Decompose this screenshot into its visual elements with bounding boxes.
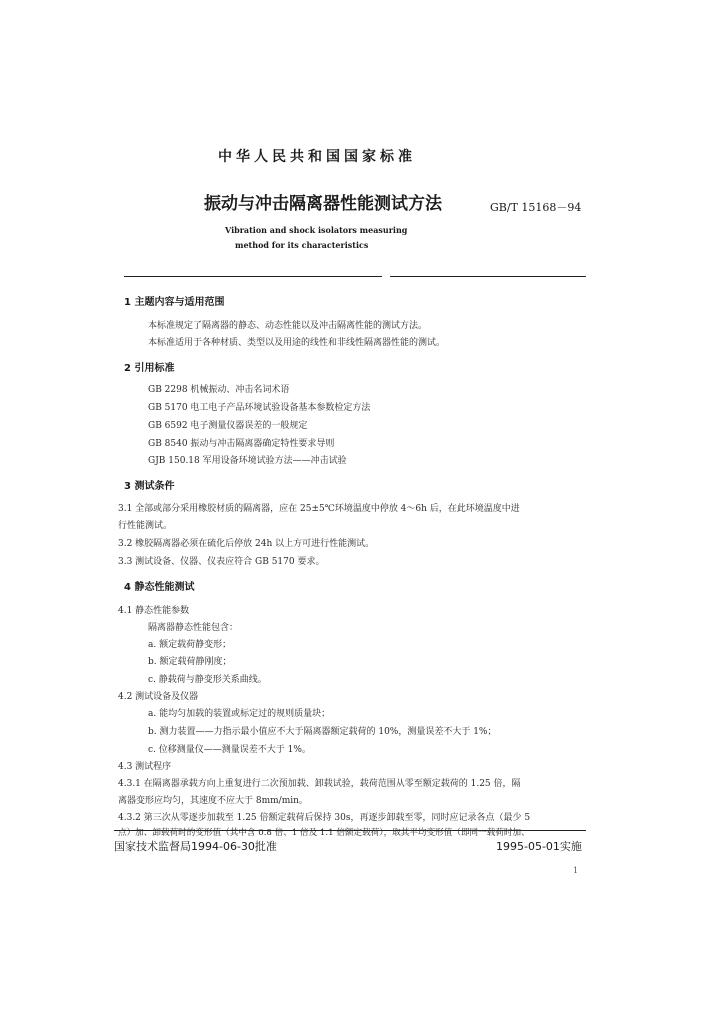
list-item: a. 能均匀加载的装置或标定过的规则质量块；	[148, 709, 331, 719]
reference-item: GB 2298 机械振动、冲击名词术语	[148, 385, 290, 395]
header-divider-right	[390, 276, 586, 277]
document-title-cn: 振动与冲击隔离器性能测试方法	[204, 194, 442, 214]
standard-code: GB/T 15168－94	[490, 201, 582, 214]
page-number: 1	[573, 866, 579, 875]
document-title-en-line1: Vibration and shock isolators measuring	[225, 225, 408, 235]
list-item: c. 位移测量仪——测量误差不大于 1%。	[148, 745, 311, 755]
reference-item: GB 8540 振动与冲击隔离器确定特性要求导则	[148, 439, 335, 449]
clause-4-2-heading: 4.2 测试设备及仪器	[118, 692, 199, 702]
section-2-heading: 2 引用标准	[124, 363, 175, 374]
implementation-date: 1995-05-01实施	[496, 840, 582, 853]
section-3-heading: 3 测试条件	[124, 481, 175, 492]
clause-4-3-2-line-1: 4.3.2 第三次从零逐步加载至 1.25 倍额定载荷后保持 30s，再逐步卸载至零，同时应记录各点（最少 5	[118, 813, 531, 823]
clause-3-1-line-2: 行性能测试。	[118, 521, 173, 531]
clause-3-3: 3.3 测试设备、仪器、仪表应符合 GB 5170 要求。	[118, 557, 325, 567]
document-title-en-line2: method for its characteristics	[235, 240, 369, 250]
section-4-heading: 4 静态性能测试	[124, 582, 195, 593]
reference-item: GB 5170 电工电子产品环境试验设备基本参数检定方法	[148, 403, 371, 413]
section-1-paragraph-1: 本标准规定了隔离器的静态、动态性能以及冲击隔离性能的测试方法。	[148, 321, 428, 331]
list-item: b. 额定载荷静刚度；	[148, 657, 232, 667]
clause-3-2: 3.2 橡胶隔离器必须在硫化后停放 24h 以上方可进行性能测试。	[118, 539, 375, 549]
clause-4-3-1-line-2: 离器变形应均匀，其速度不应大于 8mm/min。	[118, 796, 308, 806]
country-standard-heading: 中华人民共和国国家标准	[218, 149, 416, 165]
clause-4-3-1-line-1: 4.3.1 在隔离器承载方向上重复进行二次预加载、卸载试验，载荷范围从零至额定载荷的 1.25 倍，隔	[118, 779, 521, 789]
header-divider-left	[124, 276, 382, 277]
clause-4-3-2-line-2: 点）加、卸载荷时的变形值（其中含 0.8 倍、1 倍及 1.1 倍额定载荷），取其平均变形值（即同一载荷时加、	[118, 828, 530, 838]
section-1-paragraph-2: 本标准适用于各种材质、类型以及用途的线性和非线性隔离器性能的测试。	[148, 338, 446, 348]
footer-divider	[114, 830, 586, 831]
list-item: b. 测力装置——力指示最小值应不大于隔离器额定载荷的 10%，测量误差不大于 1%；	[148, 727, 497, 737]
list-item: c. 静载荷与静变形关系曲线。	[148, 675, 267, 685]
reference-item: GJB 150.18 军用设备环境试验方法——冲击试验	[148, 456, 347, 466]
approval-line: 国家技术监督局1994-06-30批准	[114, 840, 277, 853]
section-1-heading: 1 主题内容与适用范围	[124, 297, 225, 308]
list-item: a. 额定载荷静变形；	[148, 640, 232, 650]
clause-3-1-line-1: 3.1 全部或部分采用橡胶材质的隔离器，应在 25±5℃环境温度中停放 4～6h 后，在此环境温度中进	[118, 504, 520, 514]
clause-4-1-intro: 隔离器静态性能包含：	[148, 623, 239, 633]
clause-4-3-heading: 4.3 测试程序	[118, 762, 172, 772]
reference-item: GB 6592 电子测量仪器误差的一般规定	[148, 421, 308, 431]
clause-4-1-heading: 4.1 静态性能参数	[118, 606, 190, 616]
